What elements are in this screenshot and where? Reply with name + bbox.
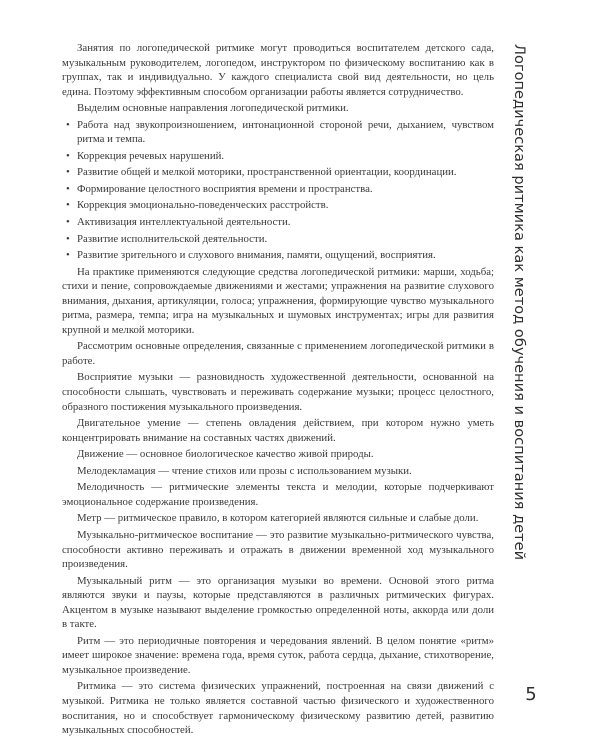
definition-rhythmics: Ритмика — это система физических упражнений, построенная на связи движений с музыкой. Ритмика не только является составной частью физического и художественного воспитания, но и способствует гармоническому физическому развитию детей, развитию музыкальных способностей. bbox=[62, 680, 494, 737]
list-item-text: Развитие общей и мелкой моторики, пространственной ориентации, координации. bbox=[77, 166, 457, 179]
paragraph-practice-means: На практике применяются следующие средства логопедической ритмики: марши, ходьба; стихи и пение, сопровождаемые движениями и жестами; упражнения на развитие слухового внимания, дыхания, артикуляции, голоса; упражнения, формирующие чувство музыкального ритма, размера, темпа; игра на музыкальных и шумовых инструментах; игры для развития крупной и мелкой моторики. bbox=[62, 265, 494, 336]
list-item-text: Активизация интеллектуальной деятельности. bbox=[77, 216, 291, 229]
list-item bbox=[62, 118, 494, 147]
bullet-icon: • bbox=[66, 149, 70, 162]
definition-meter: Метр — ритмическое правило, в котором категорией являются сильные и слабые доли. bbox=[77, 512, 479, 525]
definition-movement: Движение — основное биологическое качество живой природы. bbox=[77, 448, 374, 461]
bullet-icon: • bbox=[66, 232, 70, 245]
list-item bbox=[62, 149, 494, 164]
definition-melodiousness: Мелодичность — ритмические элементы текста и мелодии, которые подчеркивают эмоциональное содержание произведения. bbox=[62, 481, 494, 508]
bullet-icon: • bbox=[66, 249, 70, 262]
paragraph-intro: Занятия по логопедической ритмике могут проводиться воспитателем детского сада, музыкальным руководителем, логопедом, инструктором по физическому воспитанию как в группах, так и индивидуально. У каждого специалиста свой вид деятельности, но цель едина. Поэтому эффективным способом организации работы является сотрудничество. bbox=[62, 42, 494, 98]
definition-music-perception: Восприятие музыки — разновидность художественной деятельности, основанной на способности слышать, чувствовать и переживать содержание музыки; процесс целостного, образного постижения музыкального произведения. bbox=[62, 371, 494, 413]
list-item-text: Коррекция речевых нарушений. bbox=[77, 149, 225, 162]
bullet-icon: • bbox=[66, 199, 70, 212]
definition-musical-rhythm: Музыкальный ритм — это организация музыки во времени. Основой этого ритма являются звуки и паузы, которые представляются в различных ритмических фигурах. Акцентом в музыке называют выделение громкостью определенной ноты, аккорда или доли в такте. bbox=[62, 574, 494, 631]
running-title: Логопедическая ритмика как метод обучения и воспитания детей bbox=[511, 44, 528, 561]
page-body bbox=[62, 41, 494, 740]
list-item-text: Развитие исполнительской деятельности. bbox=[77, 232, 268, 245]
list-item-text: Коррекция эмоционально-поведенческих расстройств. bbox=[77, 199, 329, 212]
bullet-icon: • bbox=[66, 182, 70, 195]
list-item-text: Формирование целостного восприятия времени и пространства. bbox=[77, 182, 373, 195]
directions-list bbox=[62, 118, 494, 263]
bullet-icon: • bbox=[66, 166, 70, 179]
bullet-icon: • bbox=[66, 118, 70, 131]
list-item bbox=[62, 165, 494, 180]
bullet-icon: • bbox=[66, 216, 70, 229]
page-number: 5 bbox=[525, 684, 537, 705]
list-item-text: Работа над звукопроизношением, интонационной стороной речи, дыханием, чувством ритма и темпа. bbox=[77, 118, 494, 146]
definition-rhythm: Ритм — это периодичные повторения и чередования явлений. В целом понятие «ритм» имеет широкое значение: времена года, время суток, работа сердца, дыхание, стихотворение, музыкальное произведение. bbox=[62, 634, 494, 676]
list-item bbox=[62, 232, 494, 247]
list-item bbox=[62, 248, 494, 263]
list-item bbox=[62, 198, 494, 213]
list-item bbox=[62, 182, 494, 197]
paragraph-definitions-lead: Рассмотрим основные определения, связанные с применением логопедической ритмики в работе. bbox=[62, 340, 494, 367]
paragraph-directions-lead: Выделим основные направления логопедической ритмики. bbox=[77, 102, 349, 115]
list-item-text: Развитие зрительного и слухового внимания, памяти, ощущений, восприятия. bbox=[77, 249, 436, 262]
list-item bbox=[62, 215, 494, 230]
definition-musical-rhythmic-education: Музыкально-ритмическое воспитание — это развитие музыкально-ритмического чувства, способности активно переживать и отражать в движении временной ход музыкального произведения. bbox=[62, 528, 494, 571]
definition-melodeclamation: Мелодекламация — чтение стихов или прозы с использованием музыки. bbox=[77, 464, 412, 477]
definition-motor-skill: Двигательное умение — степень овладения действием, при котором нужно уметь концентрировать внимание на составных частях движений. bbox=[62, 417, 494, 444]
